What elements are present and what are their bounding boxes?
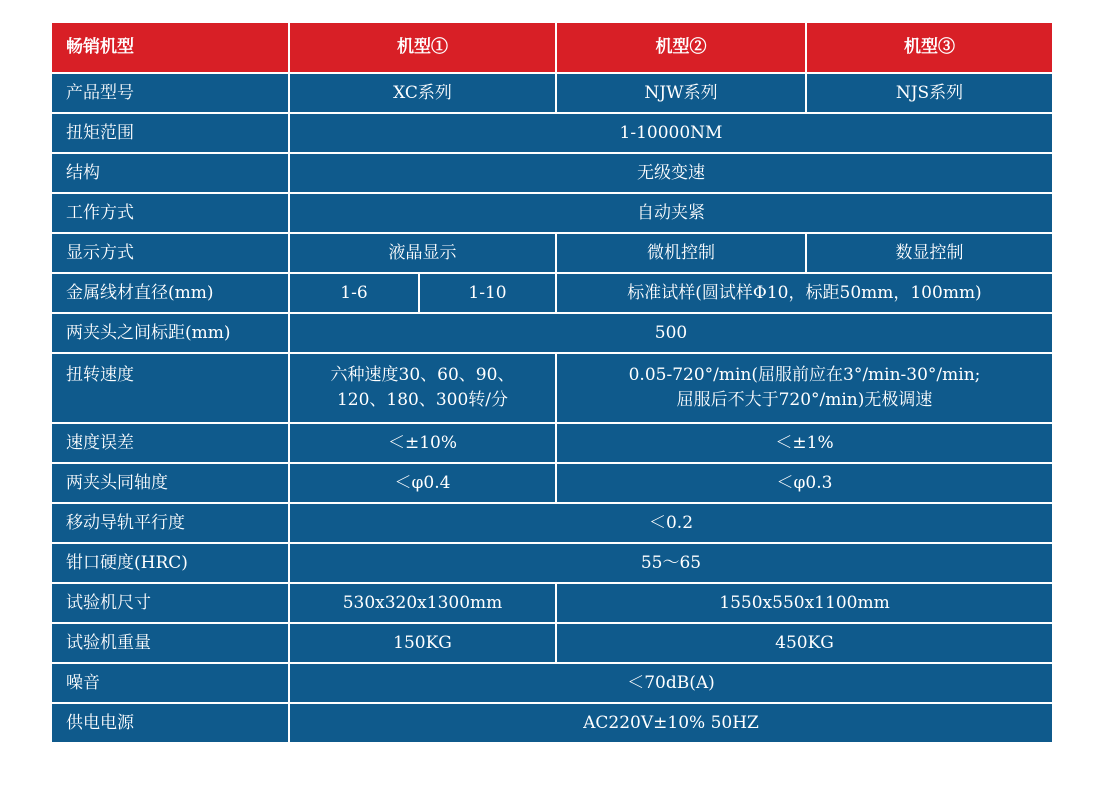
cell-model-3: NJS系列 <box>806 73 1053 113</box>
cell-model-1: 液晶显示 <box>289 233 556 273</box>
row-power-supply <box>51 703 1053 743</box>
cell-model-2-3: 1550x550x1100mm <box>556 583 1053 623</box>
row-label: 试验机重量 <box>51 623 289 663</box>
row-label: 金属线材直径(mm) <box>51 273 289 313</box>
spec-table <box>50 21 1054 744</box>
row-label: 两夹头同轴度 <box>51 463 289 503</box>
row-structure <box>51 153 1053 193</box>
cell-model-2-3 <box>556 353 1053 423</box>
row-wire-diameter <box>51 273 1053 313</box>
cell-all-models: ＜70dB(A) <box>289 663 1053 703</box>
header-label: 畅销机型 <box>51 22 289 73</box>
cell-line-2: 屈服后不大于720°/min)无极调速 <box>676 390 933 410</box>
row-torsion-speed <box>51 353 1053 423</box>
cell-model-2: NJW系列 <box>556 73 806 113</box>
cell-all-models: 自动夹紧 <box>289 193 1053 233</box>
row-label: 产品型号 <box>51 73 289 113</box>
row-work-mode <box>51 193 1053 233</box>
cell-model-1: ＜±10% <box>289 423 556 463</box>
cell-model-2-3: 450KG <box>556 623 1053 663</box>
cell-model-3: 数显控制 <box>806 233 1053 273</box>
row-display-mode <box>51 233 1053 273</box>
row-label: 供电电源 <box>51 703 289 743</box>
row-machine-weight <box>51 623 1053 663</box>
row-machine-size <box>51 583 1053 623</box>
row-label: 速度误差 <box>51 423 289 463</box>
cell-model-1b: 1-10 <box>419 273 556 313</box>
row-noise <box>51 663 1053 703</box>
cell-all-models: 1-10000NM <box>289 113 1053 153</box>
cell-model-1a: 1-6 <box>289 273 419 313</box>
cell-all-models: 无级变速 <box>289 153 1053 193</box>
cell-model-2-3: ＜±1% <box>556 423 1053 463</box>
row-label: 移动导轨平行度 <box>51 503 289 543</box>
cell-line-1: 六种速度30、60、90、 <box>330 365 515 385</box>
row-label: 结构 <box>51 153 289 193</box>
row-coaxiality <box>51 463 1053 503</box>
cell-line-2: 120、180、300转/分 <box>336 390 509 410</box>
row-label: 噪音 <box>51 663 289 703</box>
row-label: 钳口硬度(HRC) <box>51 543 289 583</box>
row-label: 试验机尺寸 <box>51 583 289 623</box>
row-label: 扭转速度 <box>51 353 289 423</box>
row-rail-parallelism <box>51 503 1053 543</box>
cell-model-1 <box>289 353 556 423</box>
cell-model-2-3: 标准试样(圆试样Φ10，标距50mm，100mm) <box>556 273 1053 313</box>
cell-all-models: 55～65 <box>289 543 1053 583</box>
cell-all-models: 500 <box>289 313 1053 353</box>
row-jaw-hardness <box>51 543 1053 583</box>
row-label: 显示方式 <box>51 233 289 273</box>
header-model-1: 机型① <box>289 22 556 73</box>
row-label: 两夹头之间标距(mm) <box>51 313 289 353</box>
row-label: 扭矩范围 <box>51 113 289 153</box>
cell-model-2: 微机控制 <box>556 233 806 273</box>
cell-line-1: 0.05-720°/min(屈服前应在3°/min-30°/min; <box>628 365 981 385</box>
header-row <box>51 22 1053 73</box>
row-label: 工作方式 <box>51 193 289 233</box>
header-model-3: 机型③ <box>806 22 1053 73</box>
cell-all-models: AC220V±10% 50HZ <box>289 703 1053 743</box>
header-model-2: 机型② <box>556 22 806 73</box>
cell-all-models: ＜0.2 <box>289 503 1053 543</box>
row-clamp-distance <box>51 313 1053 353</box>
row-product-model <box>51 73 1053 113</box>
row-speed-error <box>51 423 1053 463</box>
cell-model-2-3: ＜φ0.3 <box>556 463 1053 503</box>
cell-model-1: 150KG <box>289 623 556 663</box>
cell-model-1: ＜φ0.4 <box>289 463 556 503</box>
cell-model-1: 530x320x1300mm <box>289 583 556 623</box>
row-torque-range <box>51 113 1053 153</box>
cell-model-1: XC系列 <box>289 73 556 113</box>
